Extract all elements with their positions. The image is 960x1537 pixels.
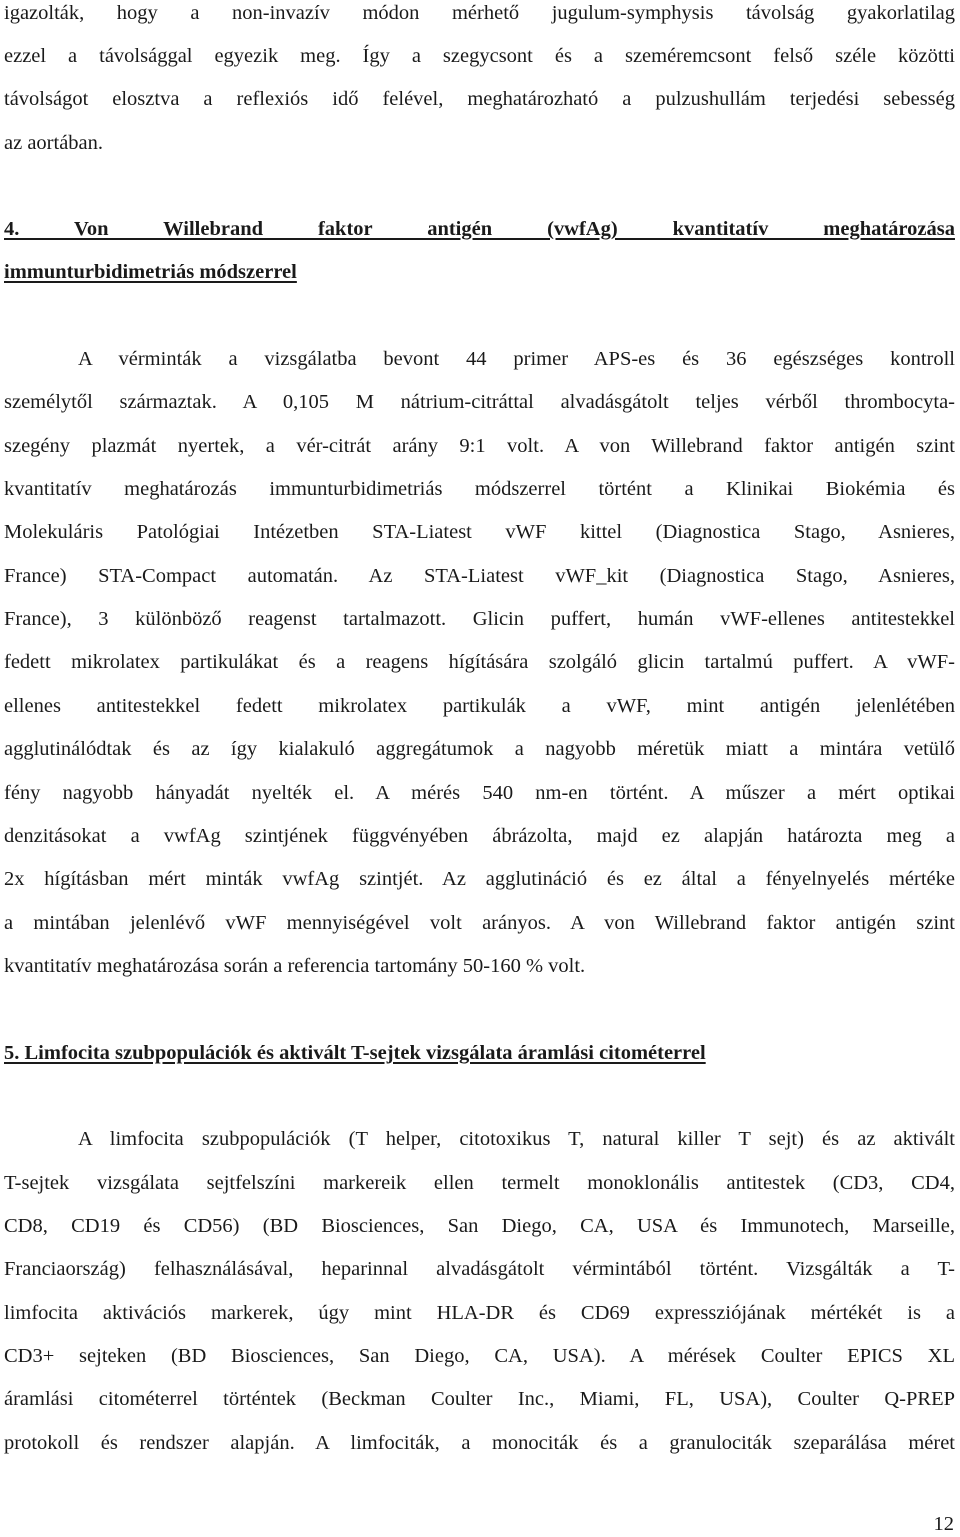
- intro-line: ezzel a távolsággal egyezik meg. Így a szegycsont és a szeméremcsont felső széle közötti: [4, 45, 955, 67]
- section-4-paragraph-line: kvantitatív meghatározás immunturbidimetriás módszerrel történt a Klinikai Biokémia és: [4, 478, 955, 500]
- section-4-paragraph-line: személytől származtak. A 0,105 M nátrium-citráttal alvadásgátolt teljes vérből thrombocyta-: [4, 391, 955, 413]
- section-4-paragraph-line: agglutinálódtak és az így kialakuló aggregátumok a nagyobb méretük miatt a mintára vetülő: [4, 738, 955, 760]
- section-4-paragraph-line: denzitásokat a vwfAg szintjének függvényében ábrázolta, majd ez alapján határozta meg a: [4, 825, 955, 847]
- section-5-paragraph-line: Franciaország) felhasználásával, heparinnal alvadásgátolt vérmintából történt. Vizsgálták a T-: [4, 1258, 955, 1280]
- section-5-paragraph-line: A limfocita szubpopulációk (T helper, citotoxikus T, natural killer T sejt) és az aktivált: [78, 1128, 955, 1150]
- section-4-paragraph-line: fedett mikrolatex partikulákat és a reagens hígítására szolgáló glicin tartalmú puffert. A vWF-: [4, 651, 955, 673]
- intro-line: távolságot elosztva a reflexiós idő felével, meghatározható a pulzushullám terjedési sebesség: [4, 88, 955, 110]
- section-4-paragraph-line: szegény plazmát nyertek, a vér-citrát arány 9:1 volt. A von Willebrand faktor antigén szint: [4, 435, 955, 457]
- intro-line: az aortában.: [4, 132, 104, 154]
- section-4-paragraph-line: a mintában jelenlévő vWF mennyiségével volt arányos. A von Willebrand faktor antigén szint: [4, 912, 955, 934]
- section-4-heading-cont: immunturbidimetriás módszerrel: [4, 261, 297, 283]
- section-4-paragraph-line: Molekuláris Patológiai Intézetben STA-Liatest vWF kittel (Diagnostica Stago, Asnieres,: [4, 521, 955, 543]
- section-5-paragraph-line: CD3+ sejteken (BD Biosciences, San Diego, CA, USA). A mérések Coulter EPICS XL: [4, 1345, 955, 1367]
- section-4-paragraph-line: fény nagyobb hányadát nyelték el. A mérés 540 nm-en történt. A műszer a mért optikai: [4, 782, 955, 804]
- section-5-paragraph-line: limfocita aktivációs markerek, úgy mint HLA-DR és CD69 expressziójának mértékét is a: [4, 1302, 955, 1324]
- section-4-paragraph-line: kvantitatív meghatározása során a referencia tartomány 50-160 % volt.: [4, 955, 586, 977]
- section-5-paragraph-line: T-sejtek vizsgálata sejtfelszíni markereik ellen termelt monoklonális antitestek (CD3, CD4,: [4, 1172, 955, 1194]
- section-4-paragraph-line: ellenes antitestekkel fedett mikrolatex partikulák a vWF, mint antigén jelenlétében: [4, 695, 955, 717]
- section-4-paragraph-line: 2x hígításban mért minták vwfAg szintjét. Az agglutináció és ez által a fényelnyelés mértéke: [4, 868, 955, 890]
- intro-line: igazolták, hogy a non-invazív módon mérhető jugulum-symphysis távolság gyakorlatilag: [4, 2, 955, 24]
- section-5-heading: 5. Limfocita szubpopulációk és aktivált T-sejtek vizsgálata áramlási citométerrel: [4, 1042, 706, 1064]
- section-5-paragraph-line: áramlási citométerrel történtek (Beckman Coulter Inc., Miami, FL, USA), Coulter Q-PREP: [4, 1388, 955, 1410]
- section-4-heading: 4. Von Willebrand faktor antigén (vwfAg) kvantitatív meghatározása: [4, 218, 955, 240]
- section-4-paragraph-line: France) STA-Compact automatán. Az STA-Liatest vWF_kit (Diagnostica Stago, Asnieres,: [4, 565, 955, 587]
- section-5-paragraph-line: protokoll és rendszer alapján. A limfociták, a monociták és a granulociták szeparálása méret: [4, 1432, 955, 1454]
- section-4-paragraph-line: A vérminták a vizsgálatba bevont 44 primer APS-es és 36 egészséges kontroll: [78, 348, 955, 370]
- section-4-paragraph-line: France), 3 különböző reagenst tartalmazott. Glicin puffert, humán vWF-ellenes antitestekkel: [4, 608, 955, 630]
- section-5-paragraph-line: CD8, CD19 és CD56) (BD Biosciences, San Diego, CA, USA és Immunotech, Marseille,: [4, 1215, 955, 1237]
- page-number: 12: [933, 1513, 954, 1535]
